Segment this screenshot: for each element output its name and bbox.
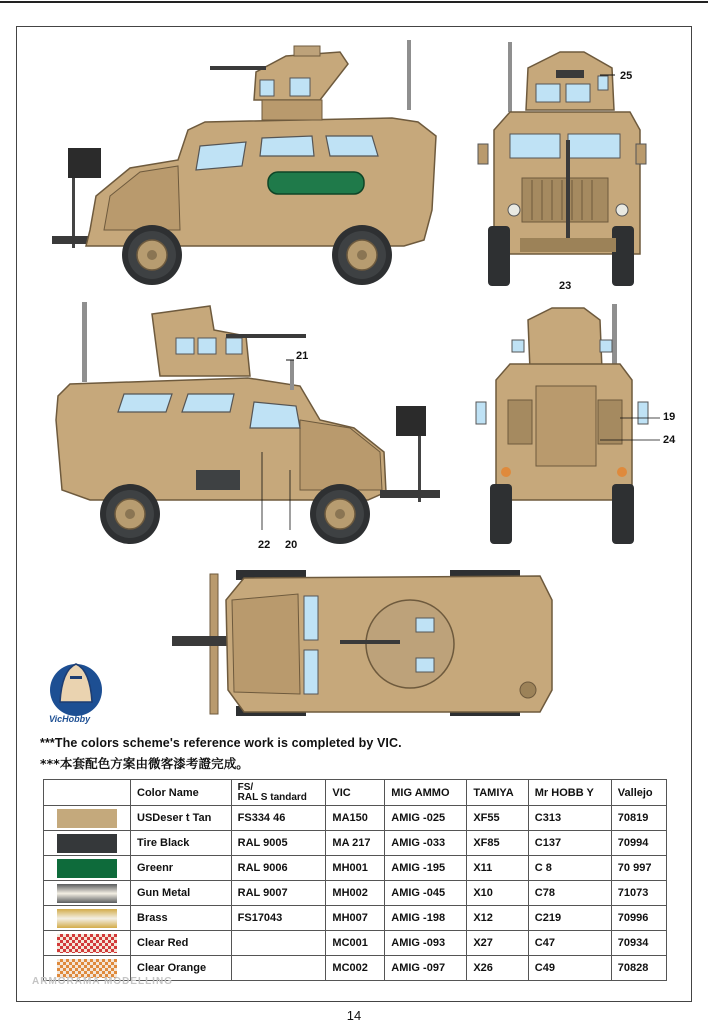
note-chinese: ***本套配色方案由微客漆考證完成。 xyxy=(40,756,249,771)
mig-value: AMIG -045 xyxy=(385,881,467,906)
tamiya-value: X26 xyxy=(467,956,528,981)
vallejo-value: 70828 xyxy=(611,956,666,981)
swatch-cell xyxy=(44,856,131,881)
color-reference-table xyxy=(43,779,667,981)
side-view-left xyxy=(52,40,436,285)
vic-value: MC002 xyxy=(326,956,385,981)
header-vallejo: Vallejo xyxy=(611,780,666,806)
callout-24: 24 xyxy=(663,434,676,446)
mrhobby-value: C49 xyxy=(528,956,611,981)
vic-value: MH001 xyxy=(326,856,385,881)
logo-text: VicHobby xyxy=(49,714,91,724)
watermark: ARMORAMA MODELLING xyxy=(32,976,173,987)
vic-value: MC001 xyxy=(326,931,385,956)
callout-23: 23 xyxy=(559,280,572,292)
vic-value: MA 217 xyxy=(326,831,385,856)
tamiya-value: X12 xyxy=(467,906,528,931)
color-name: Brass xyxy=(131,906,232,931)
mig-value: AMIG -093 xyxy=(385,931,467,956)
mrhobby-value: C 8 xyxy=(528,856,611,881)
table-header-row xyxy=(44,780,667,806)
header-swatch xyxy=(44,780,131,806)
mig-value: AMIG -025 xyxy=(385,806,467,831)
vallejo-value: 71073 xyxy=(611,881,666,906)
tamiya-value: XF85 xyxy=(467,831,528,856)
vallejo-value: 70 997 xyxy=(611,856,666,881)
callout-19: 19 xyxy=(663,411,676,423)
side-view-right xyxy=(56,302,440,544)
table-row xyxy=(44,856,667,881)
vallejo-value: 70934 xyxy=(611,931,666,956)
mig-value: AMIG -195 xyxy=(385,856,467,881)
tamiya-value: XF55 xyxy=(467,806,528,831)
fs-ral-value: FS334 46 xyxy=(231,806,326,831)
header-mig-ammo: MIG AMMO xyxy=(385,780,467,806)
fs-ral-value: RAL 9005 xyxy=(231,831,326,856)
mrhobby-value: C78 xyxy=(528,881,611,906)
fs-ral-value xyxy=(231,956,326,981)
table-row xyxy=(44,881,667,906)
vic-value: MH007 xyxy=(326,906,385,931)
mrhobby-value: C47 xyxy=(528,931,611,956)
color-swatch xyxy=(57,934,117,953)
tamiya-value: X11 xyxy=(467,856,528,881)
page-number: 14 xyxy=(346,1008,362,1023)
color-name: Clear Orange xyxy=(131,956,232,981)
header-fs-line2: RAL S tandard xyxy=(237,791,307,803)
color-swatch xyxy=(57,909,117,928)
vallejo-value: 70994 xyxy=(611,831,666,856)
color-name: USDeser t Tan xyxy=(131,806,232,831)
table-row xyxy=(44,906,667,931)
table-row xyxy=(44,806,667,831)
fs-ral-value: RAL 9007 xyxy=(231,881,326,906)
vic-value: MH002 xyxy=(326,881,385,906)
swatch-cell xyxy=(44,806,131,831)
header-fs-ral xyxy=(231,780,326,806)
color-swatch xyxy=(57,834,117,853)
tamiya-value: X27 xyxy=(467,931,528,956)
mig-value: AMIG -097 xyxy=(385,956,467,981)
mrhobby-value: C219 xyxy=(528,906,611,931)
callout-20: 20 xyxy=(285,539,298,551)
color-name: Greenr xyxy=(131,856,232,881)
color-swatch xyxy=(57,859,117,878)
mig-value: AMIG -033 xyxy=(385,831,467,856)
color-name: Clear Red xyxy=(131,931,232,956)
header-mr-hobby: Mr HOBB Y xyxy=(528,780,611,806)
fs-ral-value xyxy=(231,931,326,956)
note-english: ***The colors scheme's reference work is completed by VIC. xyxy=(40,736,402,750)
header-vic: VIC xyxy=(326,780,385,806)
header-fs-line1: FS/ xyxy=(237,781,254,793)
header-tamiya: TAMIYA xyxy=(467,780,528,806)
swatch-cell xyxy=(44,931,131,956)
callout-22: 22 xyxy=(258,539,271,551)
header-color-name: Color Name xyxy=(131,780,232,806)
mrhobby-value: C137 xyxy=(528,831,611,856)
vallejo-value: 70819 xyxy=(611,806,666,831)
tamiya-value: X10 xyxy=(467,881,528,906)
color-swatch xyxy=(57,884,117,903)
swatch-cell xyxy=(44,906,131,931)
color-swatch xyxy=(57,809,117,828)
vic-value: MA150 xyxy=(326,806,385,831)
table-row xyxy=(44,831,667,856)
callout-25: 25 xyxy=(620,70,633,82)
swatch-cell xyxy=(44,881,131,906)
vallejo-value: 70996 xyxy=(611,906,666,931)
fs-ral-value: RAL 9006 xyxy=(231,856,326,881)
top-view xyxy=(172,570,552,716)
mig-value: AMIG -198 xyxy=(385,906,467,931)
color-name: Tire Black xyxy=(131,831,232,856)
table-row xyxy=(44,931,667,956)
fs-ral-value: FS17043 xyxy=(231,906,326,931)
swatch-cell xyxy=(44,831,131,856)
callout-21: 21 xyxy=(296,350,309,362)
mrhobby-value: C313 xyxy=(528,806,611,831)
color-name: Gun Metal xyxy=(131,881,232,906)
rear-view xyxy=(476,304,660,544)
color-swatch xyxy=(57,959,117,978)
